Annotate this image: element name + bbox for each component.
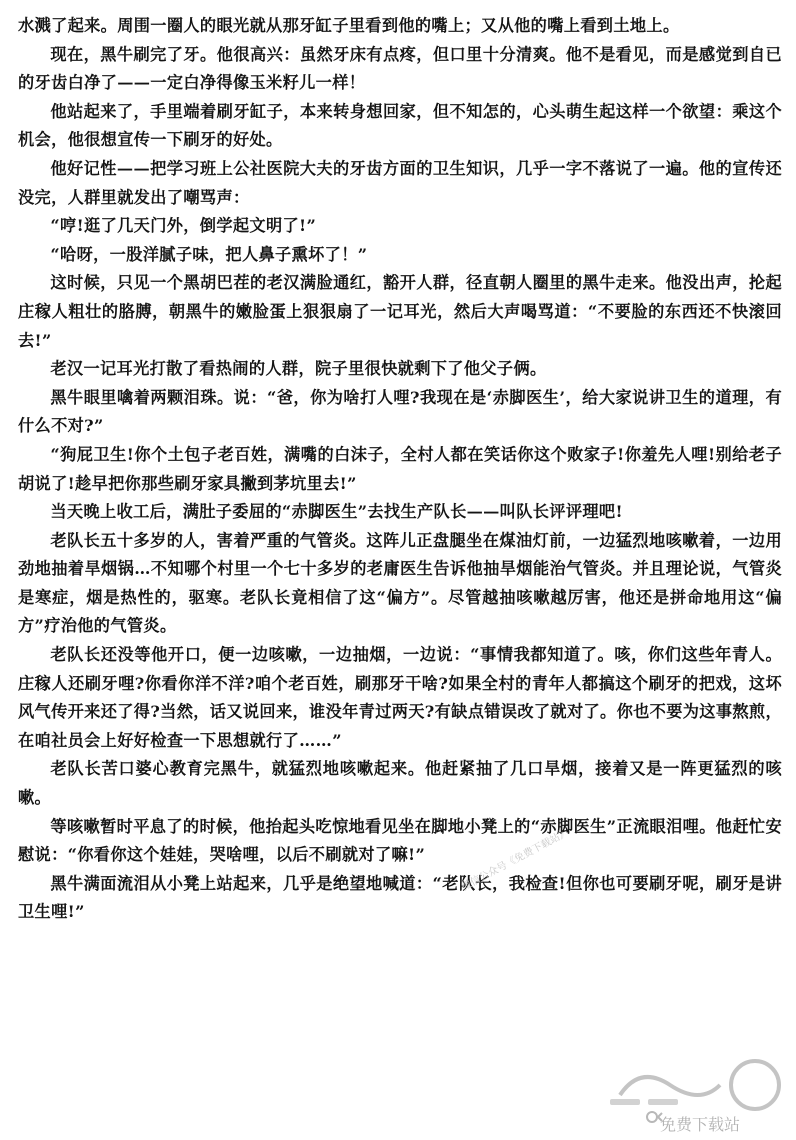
paragraph-15: 等咳嗽暂时平息了的时候，他抬起头吃惊地看见坐在脚地小凳上的“赤脚医生”正流眼泪哩。他赶忙安慰说：“你看你这个娃娃，哭啥哩，以后不刷就对了嘛!”	[18, 816, 782, 865]
paragraph-16: 黑牛满面流泪从小凳上站起来，几乎是绝望地喊道：“老队长，我检查!但你也可要刷牙呢，刷牙是讲卫生哩!”	[18, 873, 782, 922]
logo-text: 免费下载站	[660, 1115, 741, 1134]
paragraph-8: 老汉一记耳光打散了看热闹的人群，院子里很快就剩下了他父子俩。	[50, 359, 547, 379]
paragraph-3: 他站起来了，手里端着刷牙缸子，本来转身想回家，但不知怎的，心头萌生起这样一个欲望：乘这个机会，他很想宣传一下刷牙的好处。	[18, 101, 782, 150]
paragraph-9: 黑牛眼里噙着两颗泪珠。说：“爸，你为啥打人哩?我现在是‘赤脚医生’，给大家说讲卫生的道理，有什么不对?”	[18, 387, 782, 436]
paragraph-11: 当天晚上收工后，满肚子委屈的“赤脚医生”去找生产队长——叫队长评评理吧!	[50, 502, 623, 522]
paragraph-10: “狗屁卫生!你个土包子老百姓，满嘴的白沫子，全村人都在笑话你这个败家子!你羞先人哩!别给老子胡说了!趁早把你那些刷牙家具撇到茅坑里去!”	[18, 444, 782, 493]
paragraph-7: 这时候，只见一个黑胡巴茬的老汉满脸通红，豁开人群，径直朝人圈里的黑牛走来。他没出声，抡起庄稼人粗壮的胳膊，朝黑牛的嫩脸蛋上狠狠扇了一记耳光，然后大声喝骂道：“不要脸的东西还不快滚回去!”	[18, 273, 782, 350]
paragraph-13: 老队长还没等他开口，便一边咳嗽，一边抽烟，一边说：“事情我都知道了。咳，你们这些年青人。庄稼人还刷牙哩?你看你洋不洋?咱个老百姓，刷那牙干啥?如果全村的青年人都搞这个刷牙的把戏，这坏风气传开来还了得?当然，话又说回来，谁没年青过两天?有缺点错误改了就对了。你也不要为这事熬煎，在咱社员会上好好检查一下思想就行了……”	[18, 645, 782, 750]
paragraph-6: “哈呀，一股洋腻子味，把人鼻子熏坏了！”	[50, 244, 368, 264]
paragraph-4: 他好记性——把学习班上公社医院大夫的牙齿方面的卫生知识，几乎一字不落说了一遍。他的宣传还没完，人群里就发出了嘲骂声：	[18, 158, 782, 207]
paragraph-14: 老队长苦口婆心教育完黑牛，就猛烈地咳嗽起来。他赶紧抽了几口旱烟，接着又是一阵更猛烈的咳嗽。	[18, 759, 782, 808]
paragraph-5: “哼!逛了几天门外，倒学起文明了!”	[50, 216, 317, 236]
paragraph-1: 水溅了起来。周围一圈人的眼光就从那牙缸子里看到他的嘴上；又从他的嘴上看到土地上。	[18, 16, 680, 35]
paragraph-12: 老队长五十多岁的人，害着严重的气管炎。这阵儿正盘腿坐在煤油灯前，一边猛烈地咳嗽着，一边用劲地抽着旱烟锅…不知哪个村里一个七十多岁的老庸医生告诉他抽旱烟能治气管炎。并且理论说，气管炎是寒症，烟是热性的，驱寒。老队长竟相信了这“偏方”。尽管越抽咳嗽越厉害，他还是拼命地用这“偏方”疗治他的气管炎。	[18, 530, 782, 636]
watermark-text: 微信公众号《免费下载站》	[459, 827, 571, 894]
paragraph-2: 现在，黑牛刷完了牙。他很高兴：虽然牙床有点疼，但口里十分清爽。他不是看见，而是感觉到自已的牙齿白净了——一定白净得像玉米籽儿一样！	[18, 44, 782, 93]
